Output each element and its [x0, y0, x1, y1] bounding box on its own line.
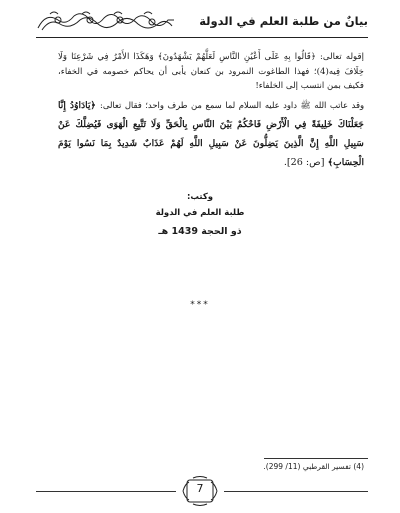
- quran-verse: ﴿يَادَاوُدُ إِنَّا جَعَلْنَاكَ خَلِيفَةً فِي الْأَرْضِ فَاحْكُمْ بَيْنَ النَّاسِ بِالْحَقِّ وَلَا تَتَّبِعِ الْهَوَى فَيُضِلَّكَ عَنْ سَبِيلِ اللَّهِ إِنَّ الَّذِينَ يَضِلُّونَ عَنْ سَبِيلِ اللَّهِ لَهُمْ عَذَابٌ شَدِيدٌ بِمَا نَسُوا يَوْمَ الْحِسَابِ﴾: [58, 100, 364, 168]
- signature-label: وكتب:: [186, 192, 214, 202]
- paragraph-1: إقوله تعالى: ﴿قَالُوا بِهِ عَلَى أَعْيُنِ النَّاسِ لَعَلَّهُمْ يَشْهَدُونَ﴾ وَهَكَذَا الأَمْرُ فِي شَرْعِنَا وَلَا خِلَافَ فِيه(4)؛ فهذا الطاغوت النمرود بن كنعان يأبى أن يحاكم خصومه في الخفاء، فكيف بمن انتسب إلى الخلفاء!: [58, 52, 364, 91]
- verse-reference: [ص: 26].: [283, 157, 325, 168]
- footnote: (4) تفسير القرطبي (11/ 299).: [263, 462, 364, 471]
- section-separator: ***: [190, 300, 210, 310]
- paragraph-2: [58, 96, 364, 172]
- page-number: 7: [196, 482, 204, 495]
- bottom-rule-right: [224, 491, 368, 492]
- header-ornament-icon: [36, 8, 176, 36]
- bottom-rule-left: [36, 491, 176, 492]
- header-title: بيانٌ من طلبة العلم في الدولة: [199, 14, 368, 28]
- page-header: [36, 8, 368, 36]
- signature-date: ذو الحجة 1439 هـ: [158, 226, 242, 237]
- signature-author: طلبة العلم في الدولة: [155, 208, 245, 218]
- footnote-rule: [264, 458, 368, 459]
- paragraph-2-lead: وقد عاتب الله ﷺ داود عليه السلام لما سمع من طرف واحد؛ فقال تعالى:: [100, 100, 364, 110]
- header-rule: [36, 37, 368, 38]
